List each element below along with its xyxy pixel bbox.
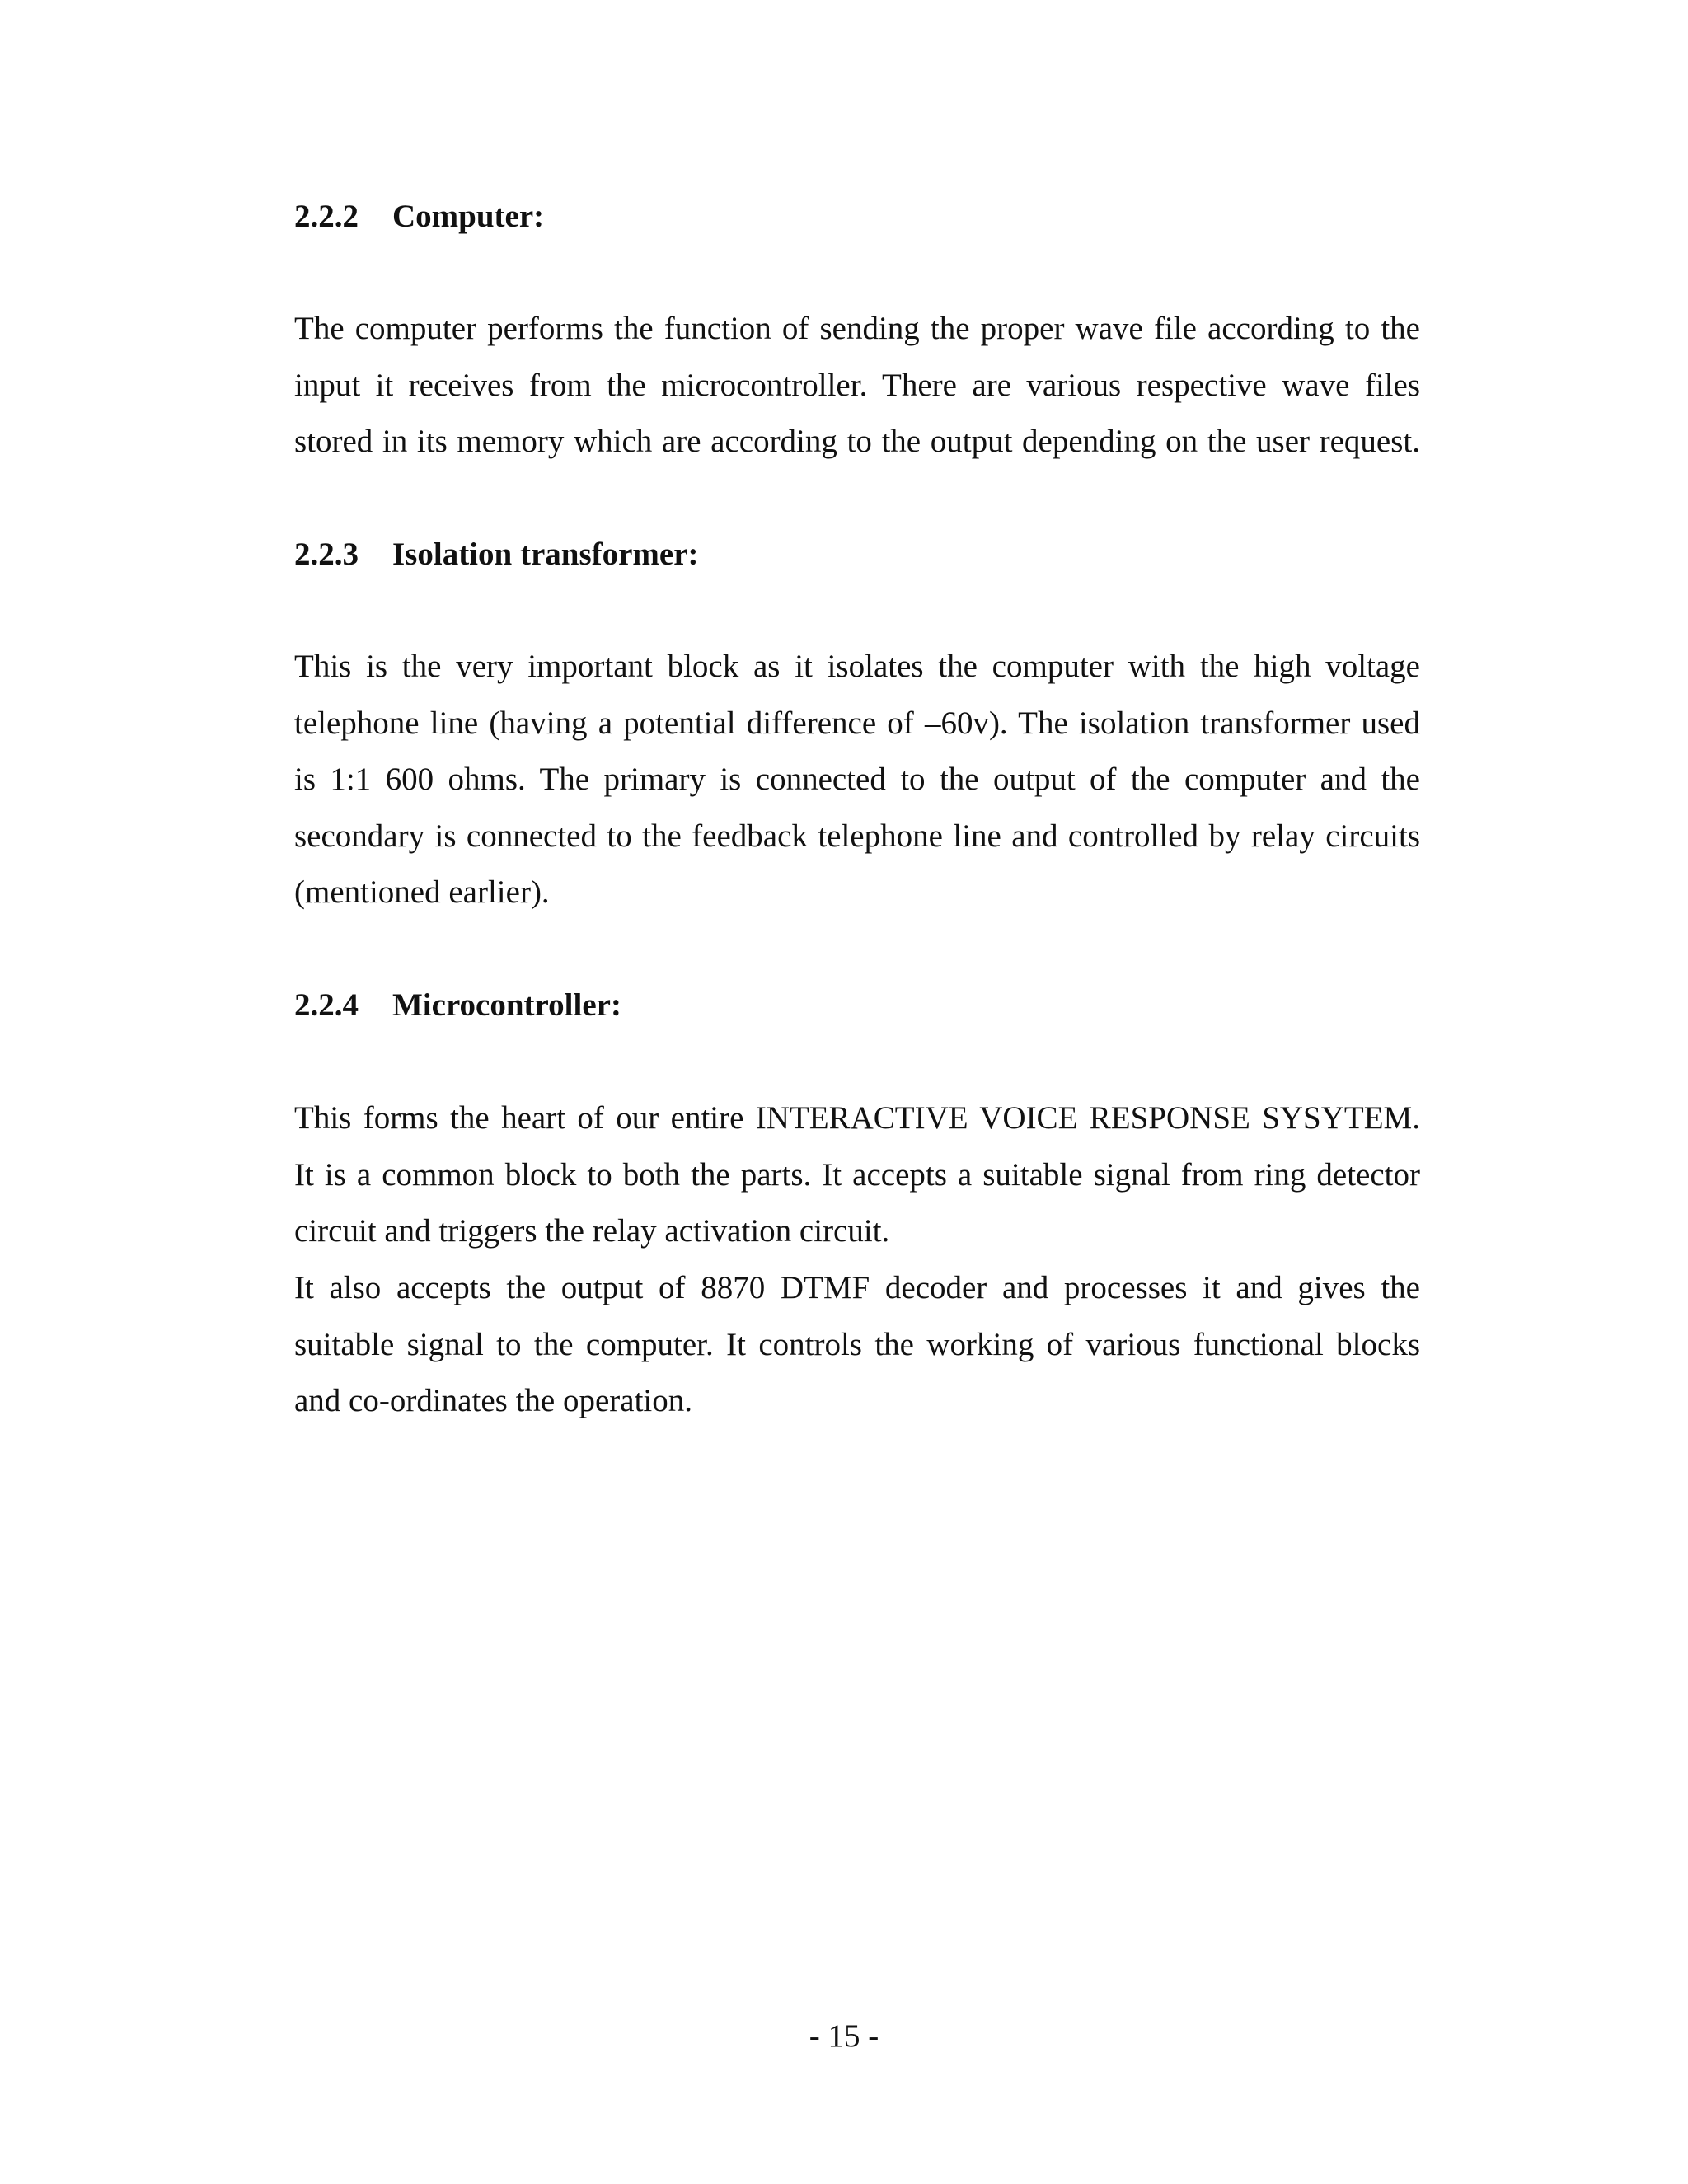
paragraph-line: circuit and triggers the relay activation circuit. <box>294 1213 890 1249</box>
section-number: 2.2.3 <box>294 537 359 572</box>
paragraph-line: and co-ordinates the operation. <box>294 1383 692 1419</box>
paragraph-line: (mentioned earlier). <box>294 874 550 911</box>
paragraph-line: This forms the heart of our entire INTERACTIVE VOICE RESPONSE SYSYTEM. <box>294 1100 1420 1136</box>
section-number: 2.2.4 <box>294 987 359 1023</box>
paragraph-line: This is the very important block as it isolates the computer with the high voltage <box>294 649 1420 684</box>
section-number: 2.2.2 <box>294 199 359 234</box>
section-heading-microcontroller <box>294 987 621 1024</box>
page-number: - 15 - <box>809 2018 879 2054</box>
paragraph-line: secondary is connected to the feedback telephone line and controlled by relay circuits <box>294 818 1420 854</box>
paragraph-line: It is a common block to both the parts. It accepts a suitable signal from ring detector <box>294 1156 1420 1193</box>
section-title: Computer: <box>392 199 545 234</box>
paragraph-line: stored in its memory which are according to the output depending on the user request. <box>294 424 1420 460</box>
paragraph-line: is 1:1 600 ohms. The primary is connected to the output of the computer and the <box>294 762 1420 798</box>
section-title: Microcontroller: <box>392 987 621 1023</box>
section-heading-computer <box>294 198 544 236</box>
paragraph-microcontroller-1 <box>294 1090 1420 1260</box>
paragraph-line: input it receives from the microcontroller. There are various respective wave files <box>294 367 1420 403</box>
paragraph-line: The computer performs the function of sending the proper wave file according to the <box>294 311 1420 346</box>
section-heading-isolation-transformer <box>294 536 699 574</box>
section-title: Isolation transformer: <box>392 537 699 572</box>
paragraph-line: suitable signal to the computer. It controls the working of various functional blocks <box>294 1326 1420 1362</box>
paragraph-computer <box>294 301 1420 471</box>
paragraph-line: telephone line (having a potential difference of –60v). The isolation transformer used <box>294 705 1420 741</box>
paragraph-isolation-transformer <box>294 639 1420 921</box>
paragraph-microcontroller-2 <box>294 1260 1420 1430</box>
paragraph-line: It also accepts the output of 8870 DTMF decoder and processes it and gives the <box>294 1270 1420 1305</box>
